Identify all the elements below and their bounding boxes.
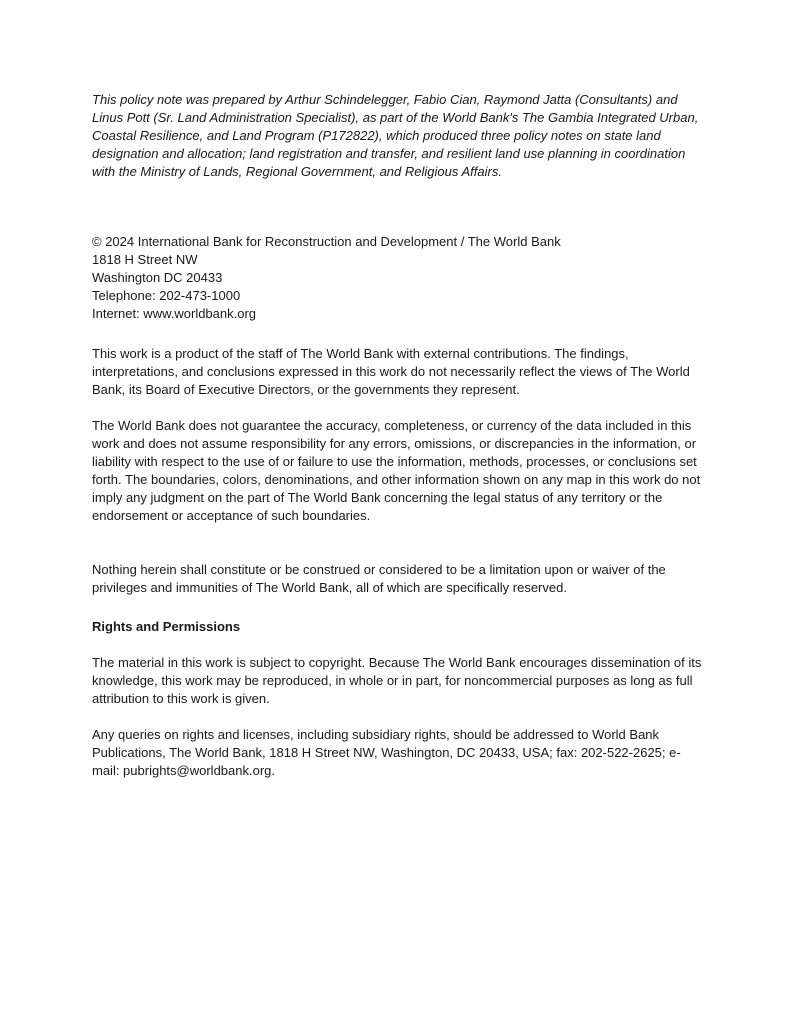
address-street: 1818 H Street NW — [92, 252, 198, 267]
immunities-paragraph: Nothing herein shall constitute or be construed or considered to be a limitation upon or waiver of the privileges and immunities of The World Bank, all of which are specifically reserved. — [92, 562, 666, 595]
internet-address: Internet: www.worldbank.org — [92, 306, 257, 321]
telephone: Telephone: 202-473-1000 — [92, 288, 241, 303]
staff-disclaimer-paragraph: This work is a product of the staff of The World Bank with external contributions. The findings, interpretations, and conclusions expressed in this work do not necessarily reflect the views of The World Bank, its Board of Executive Directors, or the governments they represent. — [92, 346, 690, 397]
copyright-line: © 2024 International Bank for Reconstruction and Development / The World Bank — [92, 234, 561, 249]
address-city: Washington DC 20433 — [92, 270, 223, 285]
copyright-block — [92, 233, 707, 323]
preparation-note: This policy note was prepared by Arthur Schindelegger, Fabio Cian, Raymond Jatta (Consultants) and Linus Pott (Sr. Land Administration Specialist), as part of the World Bank's The Gambia Integrated Urban, Coastal Resilience, and Land Program (P172822), which produced three policy notes on state land designation and allocation; land registration and transfer, and resilient land use planning in coordination with the Ministry of Lands, Regional Government, and Religious Affairs. — [92, 92, 699, 179]
rights-heading: Rights and Permissions — [92, 619, 241, 634]
rights-paragraph: The material in this work is subject to copyright. Because The World Bank encourages dissemination of its knowledge, this work may be reproduced, in whole or in part, for noncommercial purposes as long as full attribution to this work is given. — [92, 655, 702, 706]
queries-paragraph: Any queries on rights and licenses, including subsidiary rights, should be addressed to World Bank Publications, The World Bank, 1818 H Street NW, Washington, DC 20433, USA; fax: 202-522-2625; e-mail: pubrights@worldbank.org. — [92, 727, 681, 778]
guarantee-disclaimer-paragraph: The World Bank does not guarantee the accuracy, completeness, or currency of the data included in this work and does not assume responsibility for any errors, omissions, or discrepancies in the information, or liability with respect to the use of or failure to use the information, methods, processes, or conclusions set forth. The boundaries, colors, denominations, and other information shown on any map in this work do not imply any judgment on the part of The World Bank concerning the legal status of any territory or the endorsement or acceptance of such boundaries. — [92, 418, 701, 523]
